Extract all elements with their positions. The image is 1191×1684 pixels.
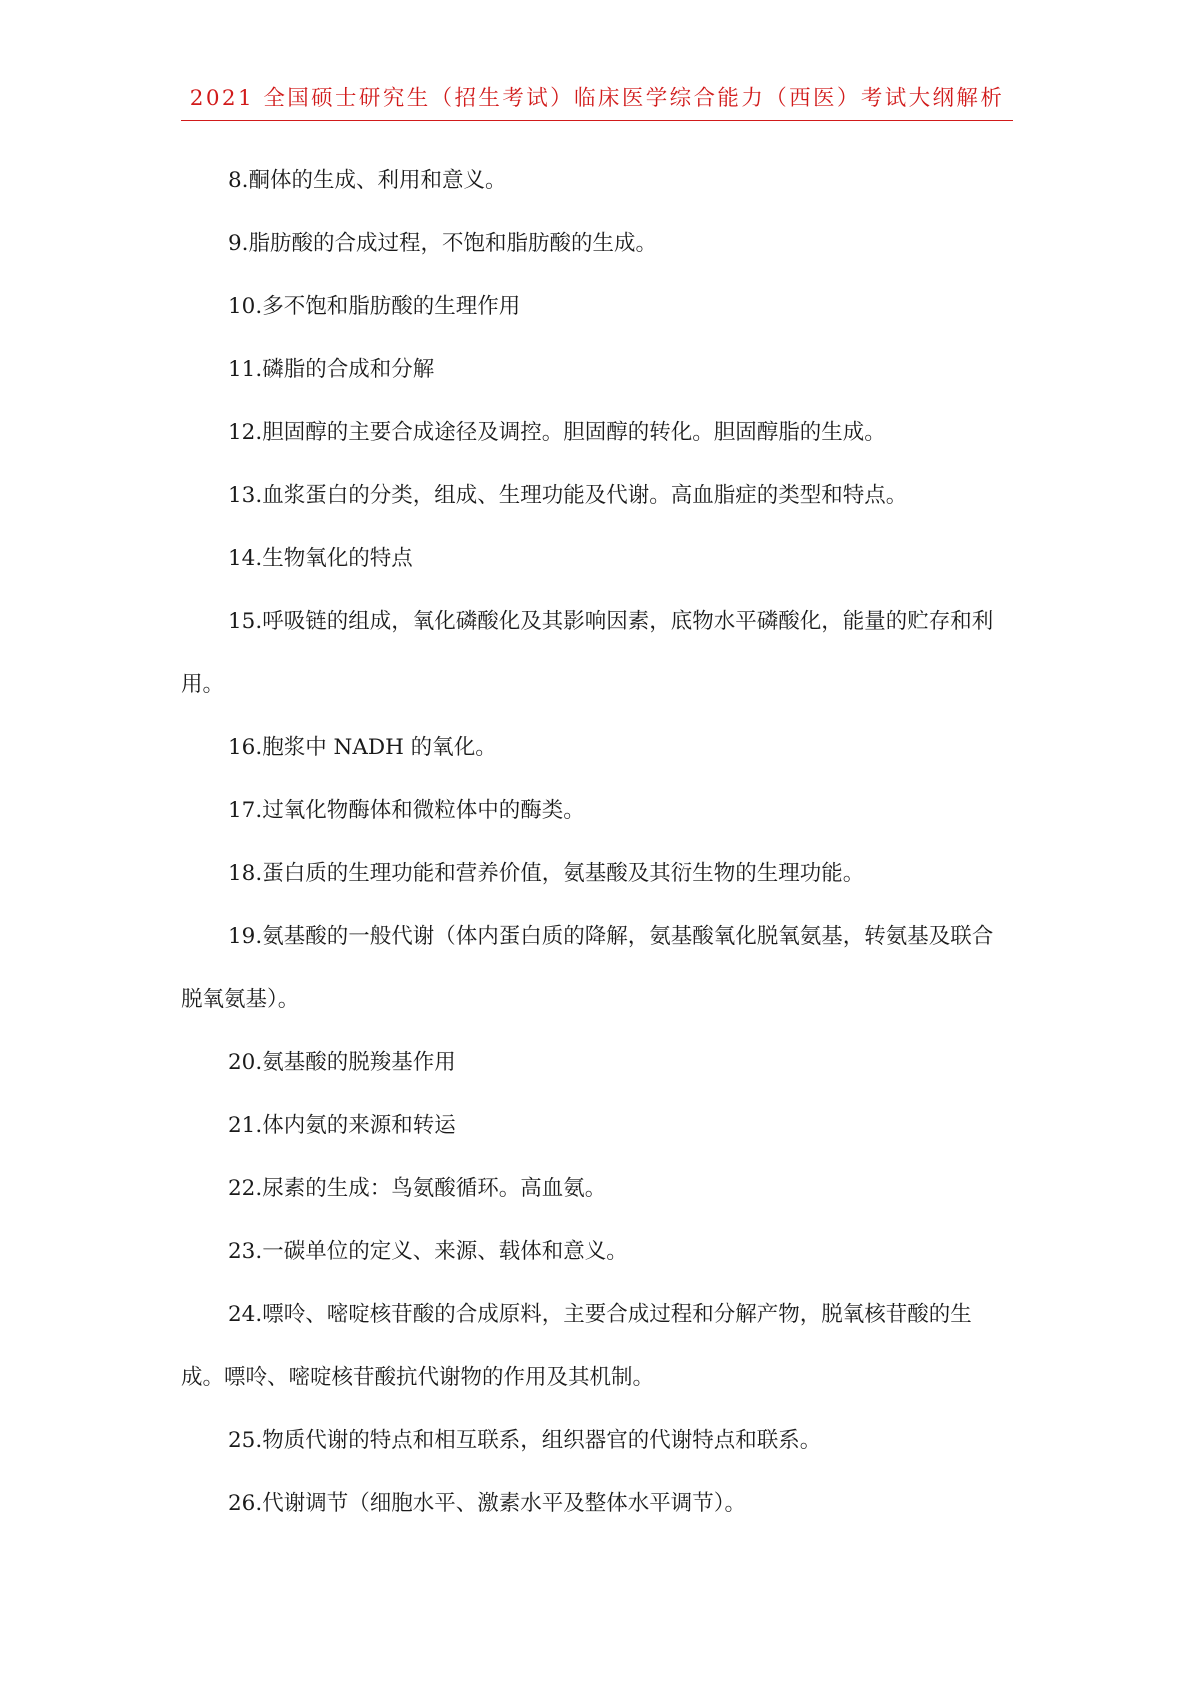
list-item: 19.氨基酸的一般代谢（体内蛋白质的降解，氨基酸氧化脱氧氨基，转氨基及联合脱氧氨基）。 (181, 924, 994, 1012)
page-header (181, 82, 1013, 121)
list-item: 25.物质代谢的特点和相互联系，组织器官的代谢特点和联系。 (228, 1428, 822, 1453)
list-item: 21.体内氨的来源和转运 (228, 1113, 456, 1138)
list-item: 17.过氧化物酶体和微粒体中的酶类。 (228, 798, 585, 823)
list-item: 23.一碳单位的定义、来源、载体和意义。 (228, 1239, 628, 1264)
list-item: 24.嘌呤、嘧啶核苷酸的合成原料，主要合成过程和分解产物，脱氧核苷酸的生成。嘌呤、嘧啶核苷酸抗代谢物的作用及其机制。 (181, 1302, 972, 1390)
list-item: 15.呼吸链的组成，氧化磷酸化及其影响因素，底物水平磷酸化，能量的贮存和利用。 (181, 609, 994, 697)
list-item: 11.磷脂的合成和分解 (228, 357, 435, 382)
list-item: 13.血浆蛋白的分类，组成、生理功能及代谢。高血脂症的类型和特点。 (228, 483, 908, 508)
list-item: 12.胆固醇的主要合成途径及调控。胆固醇的转化。胆固醇脂的生成。 (228, 420, 886, 445)
list-item: 9.脂肪酸的合成过程，不饱和脂肪酸的生成。 (228, 231, 658, 256)
list-item: 22.尿素的生成：鸟氨酸循环。高血氨。 (228, 1176, 607, 1201)
list-item: 26.代谢调节（细胞水平、激素水平及整体水平调节）。 (228, 1491, 746, 1516)
list-item: 10.多不饱和脂肪酸的生理作用 (228, 294, 521, 319)
list-item: 8.酮体的生成、利用和意义。 (228, 168, 507, 193)
list-item: 18.蛋白质的生理功能和营养价值，氨基酸及其衍生物的生理功能。 (228, 861, 865, 886)
list-item: 16.胞浆中 NADH 的氧化。 (228, 735, 497, 760)
outline-list (181, 149, 1013, 1535)
list-item: 20.氨基酸的脱羧基作用 (228, 1050, 456, 1075)
header-title: 2021 全国硕士研究生（招生考试）临床医学综合能力（西医）考试大纲解析 (189, 86, 1005, 111)
list-item: 14.生物氧化的特点 (228, 546, 413, 571)
